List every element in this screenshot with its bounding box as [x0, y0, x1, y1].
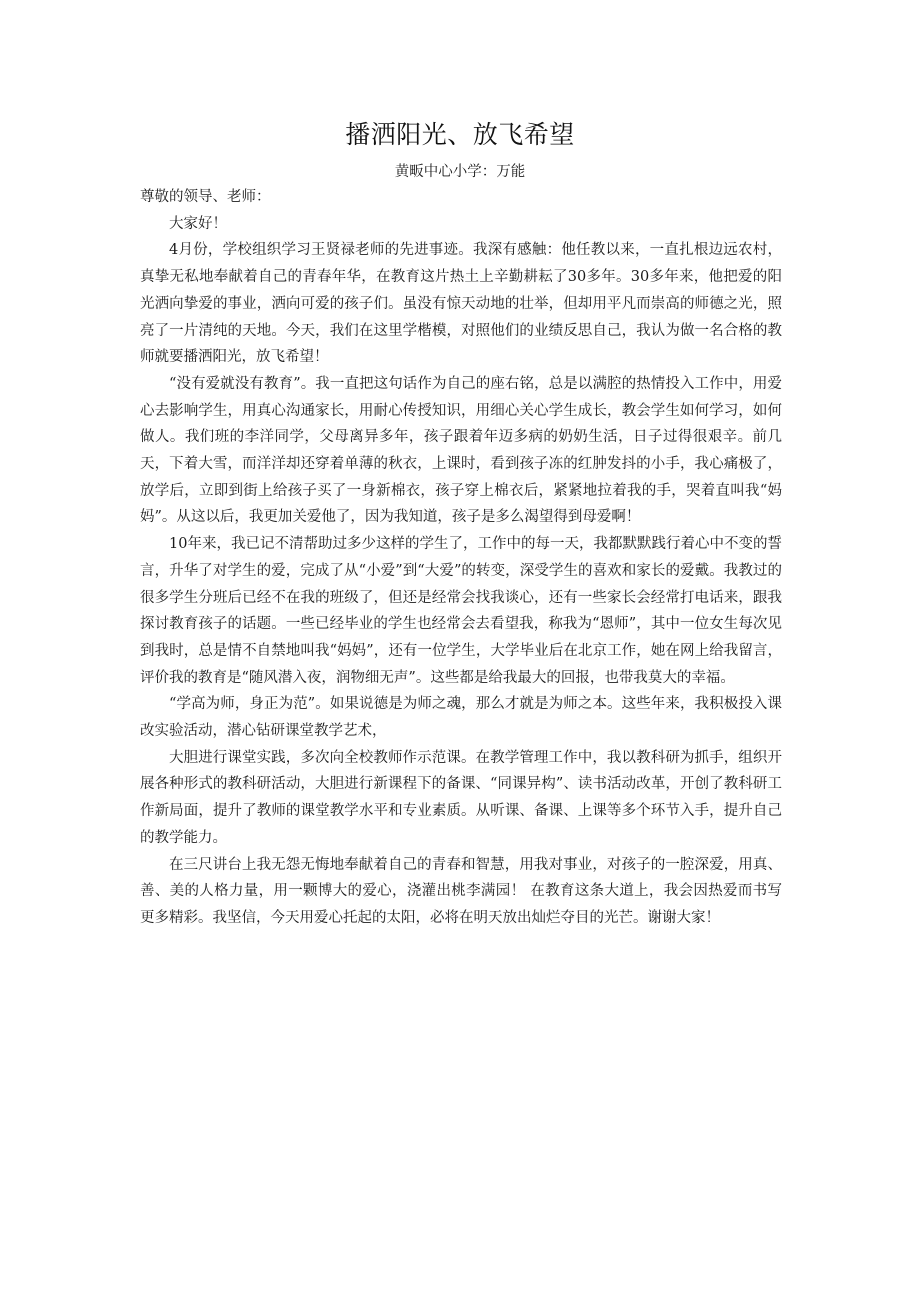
paragraph-1: 4月份，学校组织学习王贤禄老师的先进事迹。我深有感触：他任教以来，一直扎根边远农村，真挚无私地奉献着自己的青春年华，在教育这片热土上辛勤耕耘了30多年。30多年来，他把爱的阳光洒向挚爱的事业，洒向可爱的孩子们。虽没有惊天动地的壮举，但却用平凡而崇高的师德之光，照亮了一片清纯的天地。今天，我们在这里学楷模，对照他们的业绩反思自己，我认为做一名合格的教师就要播洒阳光，放飞希望！ [140, 242, 782, 366]
paragraph-2: “没有爱就没有教育”。我一直把这句话作为自己的座右铭，总是以满腔的热情投入工作中，用爱心去影响学生，用真心沟通家长，用耐心传授知识，用细心关心学生成长，教会学生如何学习，如何做人。我们班的李洋同学，父母离异多年，孩子跟着年迈多病的奶奶生活，日子过得很艰辛。前几天，下着大雪，而洋洋却还穿着单薄的秋衣，上课时，看到孩子冻的红肿发抖的小手，我心痛极了，放学后，立即到街上给孩子买了一身新棉衣，孩子穿上棉衣后，紧紧地拉着我的手，哭着直叫我“妈妈”。从这以后，我更加关爱他了，因为我知道，孩子是多么渴望得到母爱啊！ [140, 375, 782, 526]
paragraph-4: “学高为师，身正为范”。如果说德是为师之魂，那么才就是为师之本。这些年来，我积极投入课改实验活动，潜心钻研课堂教学艺术， [140, 696, 782, 740]
author-line: 黄畈中心小学：万能 [394, 164, 526, 180]
paragraph-6: 在三尺讲台上我无怨无悔地奉献着自己的青春和智慧，用我对事业，对孩子的一腔深爱，用真、善、美的人格力量，用一颗博大的爱心，浇灌出桃李满园！ 在教育这条大道上，我会因热爱而书写更多精彩。我坚信，今天用爱心托起的太阳，必将在明天放出灿烂夺目的光芒。谢谢大家！ [140, 856, 782, 926]
paragraph-greeting: 大家好！ [169, 215, 227, 232]
paragraph-5: 大胆进行课堂实践，多次向全校教师作示范课。在教学管理工作中，我以教科研为抓手，组织开展各种形式的教科研活动，大胆进行新课程下的备课、“同课异构”、读书活动改革，开创了教科研工作新局面，提升了教师的课堂教学水平和专业素质。从听课、备课、上课等多个环节入手，提升自己的教学能力。 [140, 749, 782, 846]
paragraph-3: 10年来，我已记不清帮助过多少这样的学生了，工作中的每一天，我都默默践行着心中不变的誓言，升华了对学生的爱，完成了从“小爱”到“大爱”的转变，深受学生的喜欢和家长的爱戴。我教过的很多学生分班后已经不在我的班级了，但还是经常会找我谈心，还有一些家长会经常打电话来，跟我探讨教育孩子的话题。一些已经毕业的学生也经常会去看望我，称我为“恩师”，其中一位女生每次见到我时，总是情不自禁地叫我“妈妈”，还有一位学生，大学毕业后在北京工作，她在网上给我留言，评价我的教育是“随风潜入夜，润物细无声”。这些都是给我最大的回报，也带我莫大的幸福。 [140, 536, 782, 686]
document-title: 播洒阳光、放飞希望 [345, 120, 575, 149]
document-body [140, 184, 782, 932]
salutation: 尊敬的领导、老师： [140, 189, 271, 205]
